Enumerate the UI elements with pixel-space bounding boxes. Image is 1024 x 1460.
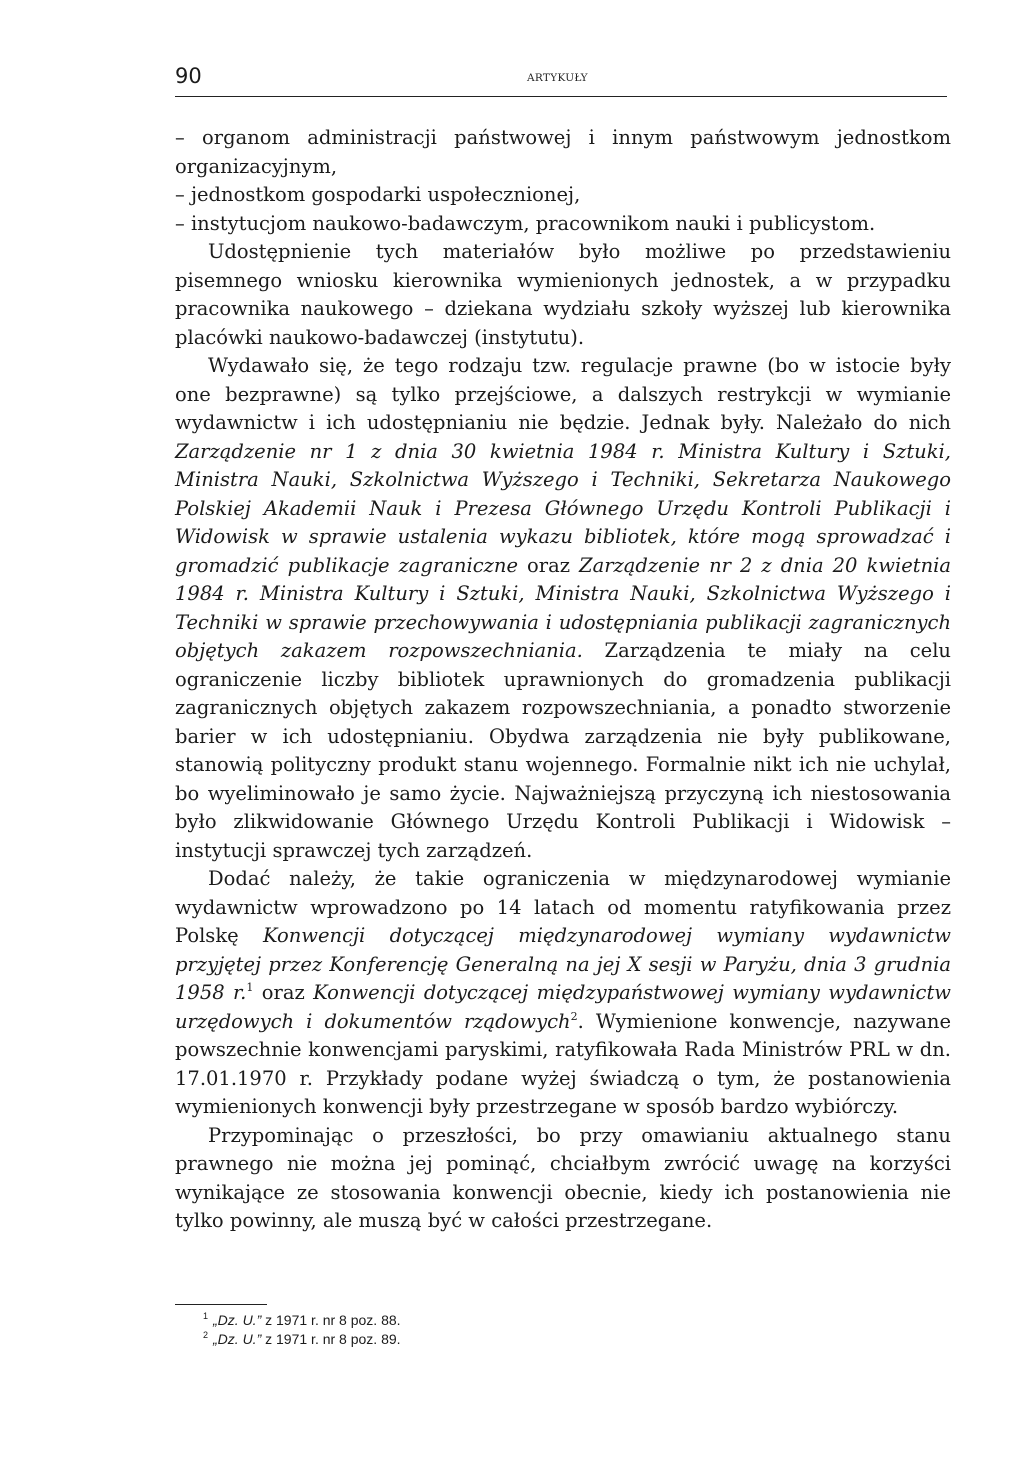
text-run: . Wymienione konwencje, nazywane powszechnie konwencjami paryskimi, ratyfikowała Rada Ministrów PRL w dn. 17.01.1970 r. Przykłady podane wyżej świadczą o tym, że postanowienia wymienionych konwencji były przestrzegane w sposób bardzo wybiórczy. xyxy=(175,1009,951,1118)
text-run: oraz xyxy=(518,553,580,577)
footnote-divider xyxy=(175,1304,267,1305)
text-run: Wydawało się, że tego rodzaju tzw. regulacje prawne (bo w istocie były one bezprawne) są tylko przejściowe, a dalszych restrykcji w wymianie wydawnictw i ich udostępnianiu nie będzie. Jednak były. Należało do nich xyxy=(175,354,951,434)
footnote-ref: 1 xyxy=(246,981,254,994)
running-head: ARTYKUŁY xyxy=(527,72,588,84)
page-number: 90 xyxy=(175,64,202,88)
text-run: oraz xyxy=(253,981,314,1004)
footnote-number: 2 xyxy=(203,1330,209,1340)
footnote-source: „Dz. U.” xyxy=(213,1312,262,1328)
convention-title: Konwencji dotyczącej międzypaństwowej wymiany wydawnictw urzędowych i dokumentów rządowych xyxy=(175,981,952,1033)
list-item: – organom administracji państwowej i innym państwowym jednostkom organizacyjnym, xyxy=(175,126,951,178)
footnote-number: 1 xyxy=(203,1311,209,1321)
page-header xyxy=(175,64,947,97)
regulation-title: Zarządzenie nr 2 z dnia 20 kwietnia 1984 r. Ministra Kultury i Sztuki, Ministra Nauki, Szkolnictwa Wyższego i Techniki w sprawie przechowywania i udostępniania publikacji zagranicznych objętych zakazem rozpowszechniania. xyxy=(175,553,952,662)
article-body xyxy=(175,124,951,1236)
paragraph: Przypominając o przeszłości, bo przy omawianiu aktualnego stanu prawnego nie można jej pominąć, chciałbym zwrócić uwagę na korzyści wynikające ze stosowania konwencji obecnie, kiedy ich postanowienia nie tylko powinny, ale muszą być w całości przestrzegane. xyxy=(175,1123,951,1232)
paragraph: Udostępnienie tych materiałów było możliwe po przedstawieniu pisemnego wniosku kierownika wymienionych jednostek, a w przypadku pracownika naukowego – dziekana wydziału szkoły wyższej lub kierownika placówki naukowo-badawczej (instytutu). xyxy=(175,240,951,349)
footnote-ref: 2 xyxy=(570,1009,578,1023)
paragraph xyxy=(175,865,951,1122)
list-item: – instytucjom naukowo-badawczym, pracownikom nauki i publicystom. xyxy=(175,211,876,235)
footnote-text: z 1971 r. nr 8 poz. 89. xyxy=(261,1331,401,1347)
regulation-title: Zarządzenie nr 1 z dnia 30 kwietnia 1984 r. Ministra Kultury i Sztuki, Ministra Nauki, Szkolnictwa Wyższego i Techniki, Sekretarza Naukowego Polskiej Akademii Nauk i Prezesa Głównego Urzędu Kontroli Publikacji i Widowisk w sprawie ustalenia wykazu bibliotek, które mogą sprowadzać i gromadzić publikacje zagraniczne xyxy=(175,439,951,577)
convention-title: Konwencji dotyczącej międzynarodowej wymiany wydawnictw przyjętej przez Konferencję Generalną na jej X sesji w Paryżu, dnia 3 grudnia 1958 r. xyxy=(175,924,951,1004)
footnote-source: „Dz. U.” xyxy=(213,1331,262,1347)
text-run: Zarządzenia te miały na celu ograniczenie liczby bibliotek uprawnionych do gromadzenia publikacji zagranicznych objętych zakazem rozpowszechniania, a ponadto stworzenie barier w ich udostępnianiu. Obydwa zarządzenia nie były publikowane, stanowią polityczny produkt stanu wojennego. Formalnie nikt ich nie uchylał, bo wyeliminowało je samo życie. Najważniejszą przyczyną ich niestosowania było zlikwidowanie Głównego Urzędu Kontroli Publikacji i Widowisk – instytucji sprawczej tych zarządzeń. xyxy=(175,639,951,862)
footnote xyxy=(203,1311,803,1330)
text-run: Dodać należy, że takie ograniczenia w międzynarodowej wymianie wydawnictw wprowadzono po 14 latach od momentu ratyfikowania przez Polskę xyxy=(175,867,951,947)
list-item: – jednostkom gospodarki uspołecznionej, xyxy=(175,183,581,206)
paragraph xyxy=(175,352,951,865)
footnote xyxy=(203,1330,803,1349)
footnote-text: z 1971 r. nr 8 poz. 88. xyxy=(261,1312,401,1328)
footnotes xyxy=(203,1311,803,1349)
